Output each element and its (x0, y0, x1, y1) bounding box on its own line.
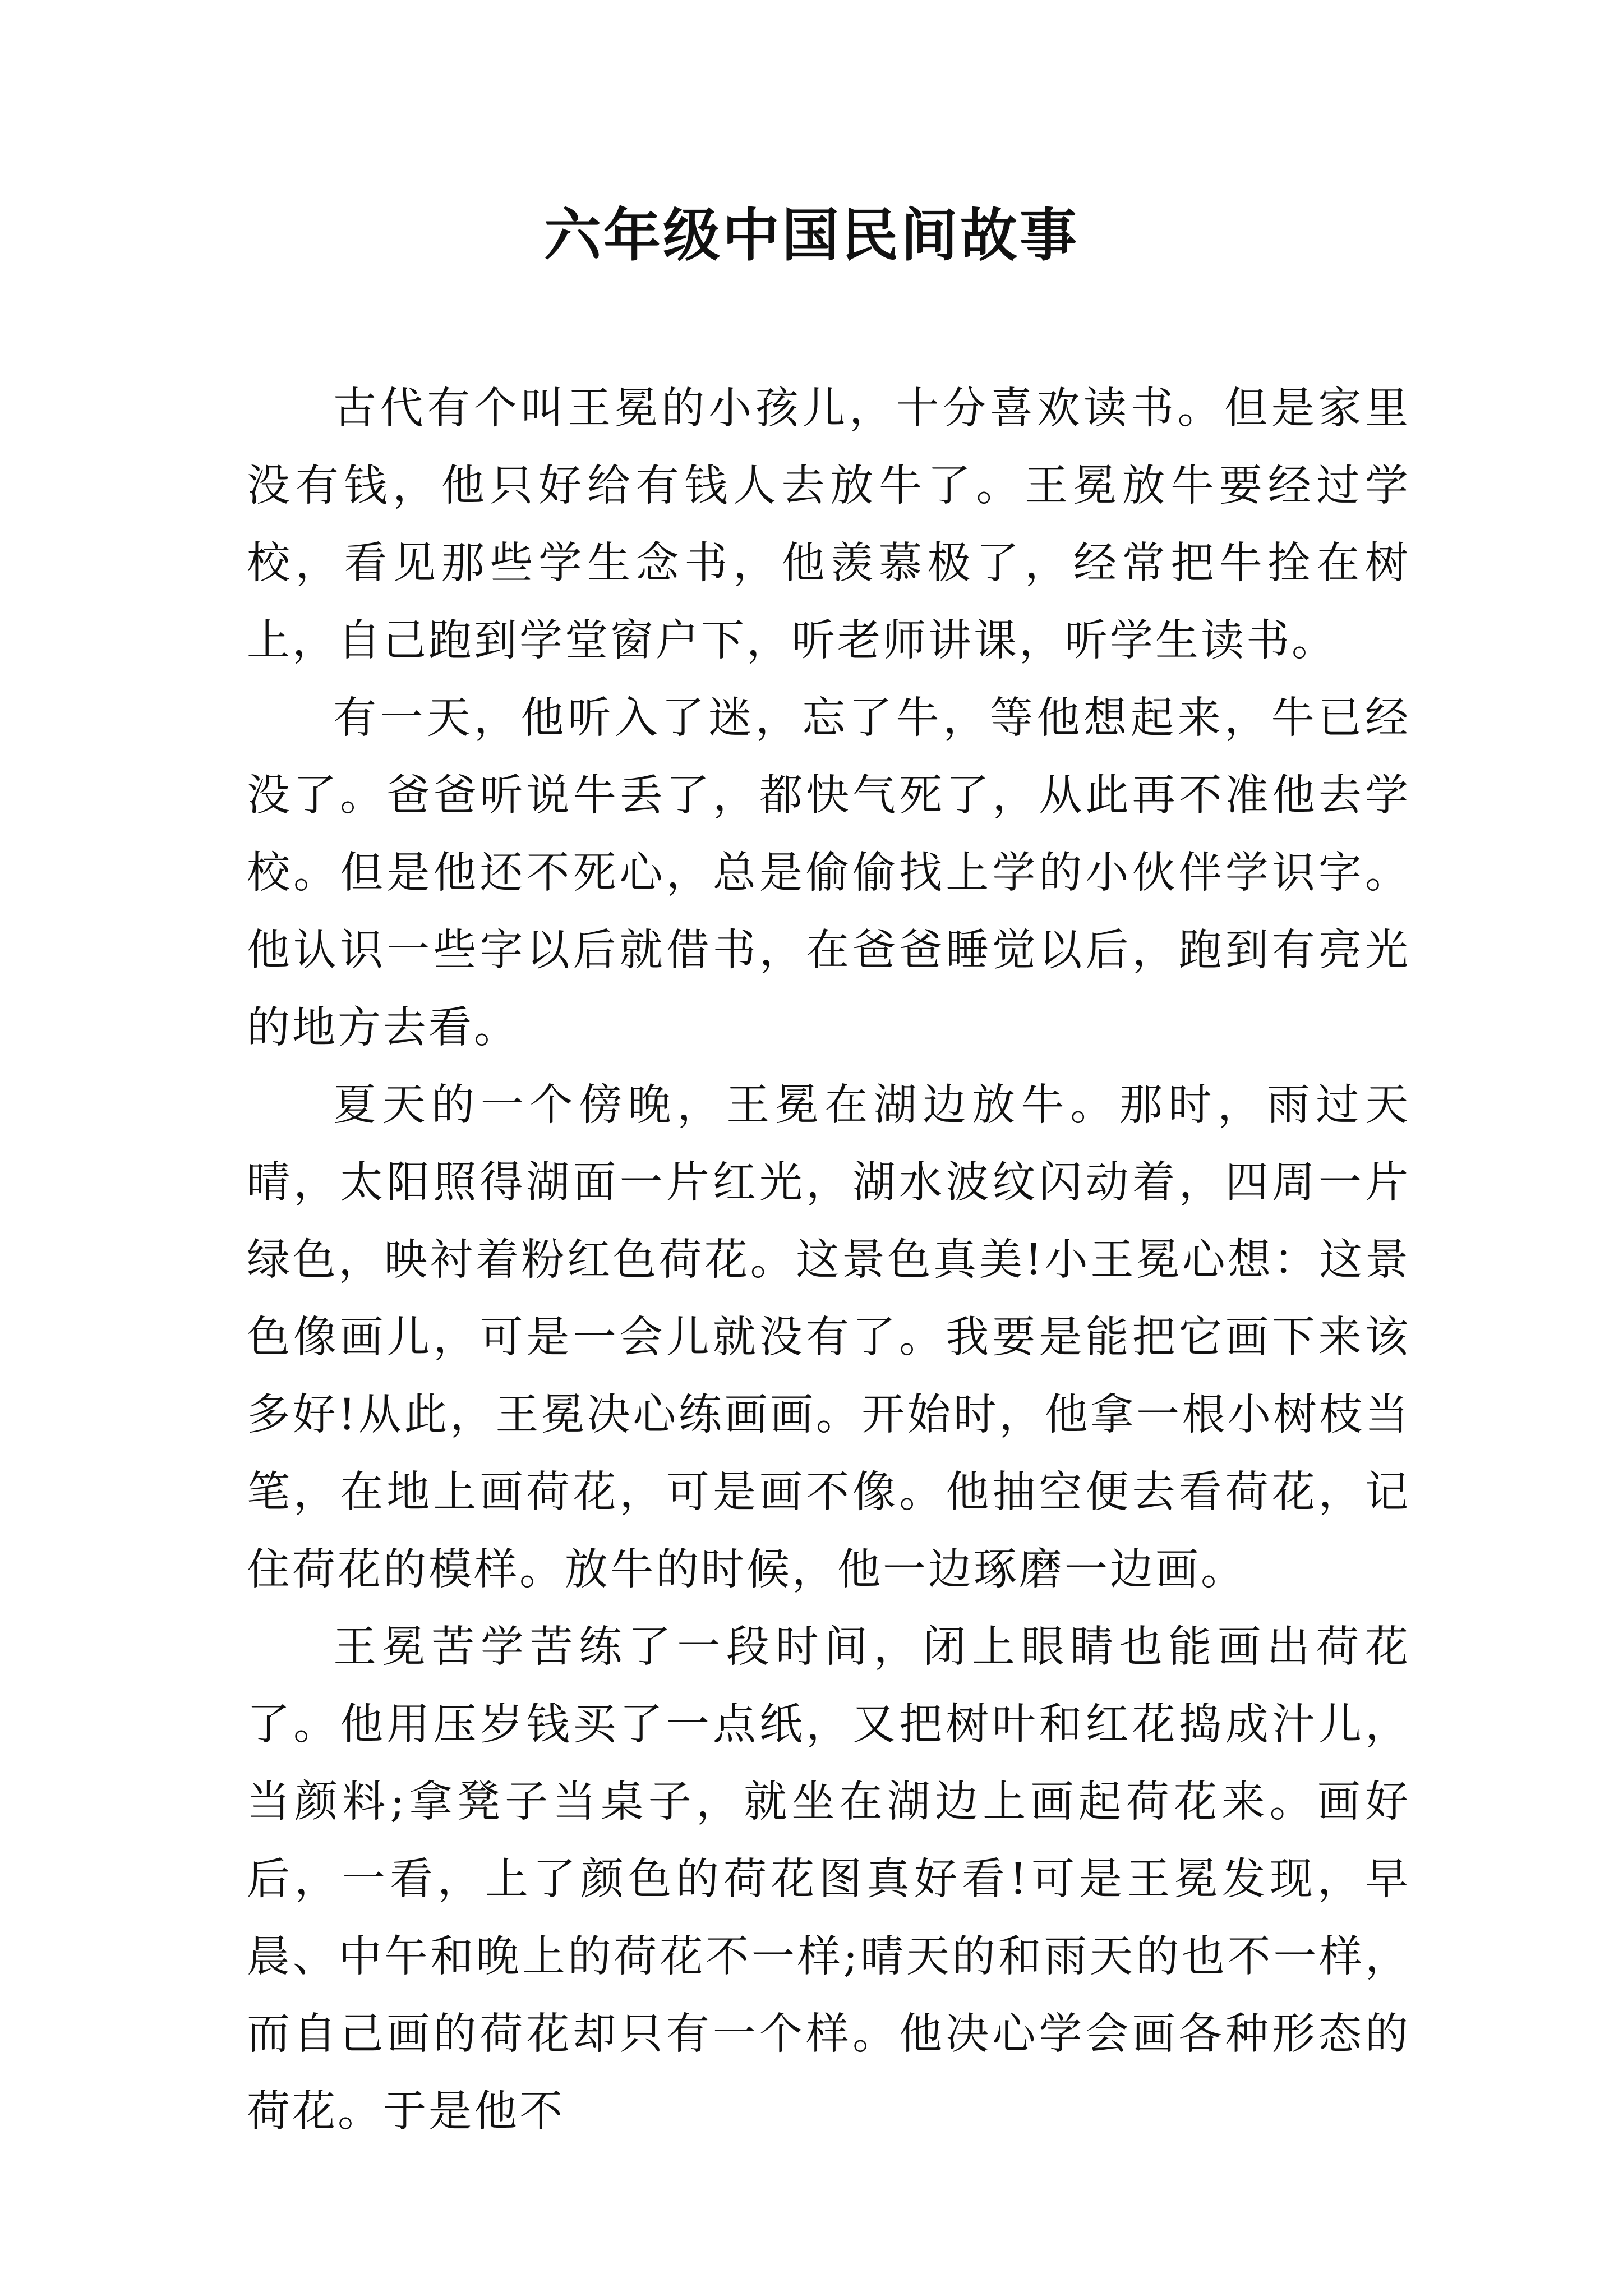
paragraph-3: 夏天的一个傍晚，王冕在湖边放牛。那时，雨过天晴，太阳照得湖面一片红光，湖水波纹闪动着，四周一片绿色，映衬着粉红色荷花。这景色真美!小王冕心想：这景色像画儿，可是一会儿就没有了。我要是能把它画下来该多好!从此，王冕决心练画画。开始时，他拿一根小树枝当笔，在地上画荷花，可是画不像。他抽空便去看荷花，记住荷花的模样。放牛的时候，他一边琢磨一边画。 (247, 1080, 1410, 1595)
paragraph-2: 有一天，他听入了迷，忘了牛，等他想起来，牛已经没了。爸爸听说牛丢了，都快气死了，从此再不准他去学校。但是他还不死心，总是偷偷找上学的小伙伴学识字。他认识一些字以后就借书，在爸爸睡觉以后，跑到有亮光的地方去看。 (247, 693, 1410, 1053)
paragraph-4: 王冕苦学苦练了一段时间，闭上眼睛也能画出荷花了。他用压岁钱买了一点纸，又把树叶和红花捣成汁儿，当颜料;拿凳子当桌子，就坐在湖边上画起荷花来。画好后，一看，上了颜色的荷花图真好看!可是王冕发现，早晨、中午和晚上的荷花不一样;晴天的和雨天的也不一样，而自己画的荷花却只有一个样。他决心学会画各种形态的荷花。于是他不 (247, 1622, 1410, 2137)
story-body (247, 370, 1410, 2151)
paragraph-1: 古代有个叫王冕的小孩儿，十分喜欢读书。但是家里没有钱，他只好给有钱人去放牛了。王冕放牛要经过学校，看见那些学生念书，他羡慕极了，经常把牛拴在树上，自己跑到学堂窗户下，听老师讲课，听学生读书。 (247, 384, 1410, 666)
page-title: 六年级中国民间故事 (544, 202, 1079, 269)
